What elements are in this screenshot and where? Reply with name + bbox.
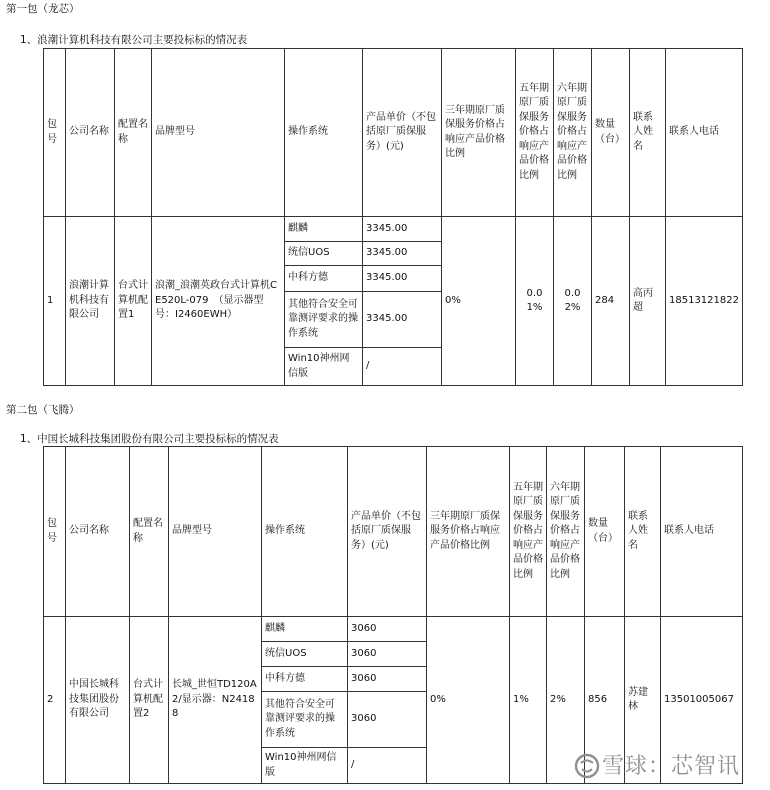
header-cell: 配置名称: [130, 447, 169, 617]
cell-company: 中国长城科技集团股份有限公司: [66, 617, 130, 784]
cell-price: 3345.00: [363, 217, 442, 242]
cell-price: 3345.00: [363, 292, 442, 348]
table-row: [44, 617, 743, 642]
cell-price: /: [348, 748, 427, 784]
watermark: [572, 750, 766, 784]
header-cell: 六年期原厂质保服务价格占响应产品价格比例: [547, 447, 585, 617]
cell-price: 3060: [348, 617, 427, 642]
cell-model: 浪潮_浪潮英政台式计算机CE520L-079 （显示器型号：I2460EWH）: [152, 217, 285, 386]
cell-pkg: 2: [44, 617, 66, 784]
cell-os: 统信UOS: [285, 242, 363, 266]
cell-qty: 284: [592, 217, 630, 386]
cell-warranty-ratio: 0%: [427, 617, 510, 784]
header-cell: 六年期原厂质保服务价格占响应产品价格比例: [554, 49, 592, 217]
cell-price: 3060: [348, 642, 427, 667]
cell-os: 中科方德: [285, 266, 363, 292]
cell-six-year: 2%: [547, 617, 585, 784]
cell-contact: 高丙超: [630, 217, 666, 386]
cell-five-year: 1%: [510, 617, 547, 784]
header-cell: 联系人电话: [661, 447, 743, 617]
table-caption: 1、中国长城科技集团股份有限公司主要投标标的情况表: [20, 433, 279, 445]
cell-os: 中科方德: [262, 667, 348, 692]
cell-config: 台式计算机配置2: [130, 617, 169, 784]
cell-company: 浪潮计算机科技有限公司: [66, 217, 115, 386]
header-cell: 产品单价（不包括原厂质保服务）(元): [363, 49, 442, 217]
header-cell: 操作系统: [262, 447, 348, 617]
cell-price: 3060: [348, 667, 427, 692]
cell-pkg: 1: [44, 217, 66, 386]
watermark-text: 雪球：芯智讯: [602, 754, 741, 779]
header-cell: 操作系统: [285, 49, 363, 217]
table-header-row: [44, 447, 743, 617]
header-cell: 公司名称: [66, 49, 115, 217]
cell-os: 麒麟: [285, 217, 363, 242]
bid-table: [43, 48, 743, 386]
header-cell: 公司名称: [66, 447, 130, 617]
header-cell: 包号: [44, 49, 66, 217]
cell-contact: 苏建林: [625, 617, 661, 784]
header-cell: 品牌型号: [152, 49, 285, 217]
header-cell: 五年期原厂质保服务价格占响应产品价格比例: [510, 447, 547, 617]
cell-price: 3060: [348, 692, 427, 748]
package-heading: 第一包（龙芯）: [6, 3, 80, 15]
header-cell: 配置名称: [115, 49, 152, 217]
header-cell: 联系人姓名: [630, 49, 666, 217]
header-cell: 三年期原厂质保服务价格占响应产品价格比例: [442, 49, 516, 217]
bid-table: [43, 446, 743, 784]
header-cell: 产品单价（不包括原厂质保服务）(元): [348, 447, 427, 617]
header-cell: 联系人姓名: [625, 447, 661, 617]
table-row: [44, 217, 743, 242]
header-cell: 包号: [44, 447, 66, 617]
cell-five-year: 0.01%: [516, 217, 554, 386]
cell-os: 其他符合安全可靠测评要求的操作系统: [285, 292, 363, 348]
table-header-row: [44, 49, 743, 217]
cell-warranty-ratio: 0%: [442, 217, 516, 386]
header-cell: 三年期原厂质保服务价格占响应产品价格比例: [427, 447, 510, 617]
cell-model: 长城_世恒TD120A2/显示器：N24188: [169, 617, 262, 784]
cell-os: Win10神州网信版: [262, 748, 348, 784]
cell-config: 台式计算机配置1: [115, 217, 152, 386]
header-cell: 数量（台）: [592, 49, 630, 217]
header-cell: 联系人电话: [666, 49, 743, 217]
cell-phone: 18513121822: [666, 217, 743, 386]
cell-os: 其他符合安全可靠测评要求的操作系统: [262, 692, 348, 748]
cell-phone: 13501005067: [661, 617, 743, 784]
cell-price: 3345.00: [363, 242, 442, 266]
cell-os: 麒麟: [262, 617, 348, 642]
snowball-logo-icon: [574, 753, 600, 779]
cell-price: 3345.00: [363, 266, 442, 292]
cell-os: 统信UOS: [262, 642, 348, 667]
cell-os: Win10神州网信版: [285, 348, 363, 386]
header-cell: 数量（台）: [585, 447, 625, 617]
cell-price: /: [363, 348, 442, 386]
cell-qty: 856: [585, 617, 625, 784]
table-caption: 1、浪潮计算机科技有限公司主要投标标的情况表: [20, 34, 248, 46]
package-heading: 第二包（飞腾）: [6, 404, 80, 416]
header-cell: 五年期原厂质保服务价格占响应产品价格比例: [516, 49, 554, 217]
header-cell: 品牌型号: [169, 447, 262, 617]
cell-six-year: 0.02%: [554, 217, 592, 386]
